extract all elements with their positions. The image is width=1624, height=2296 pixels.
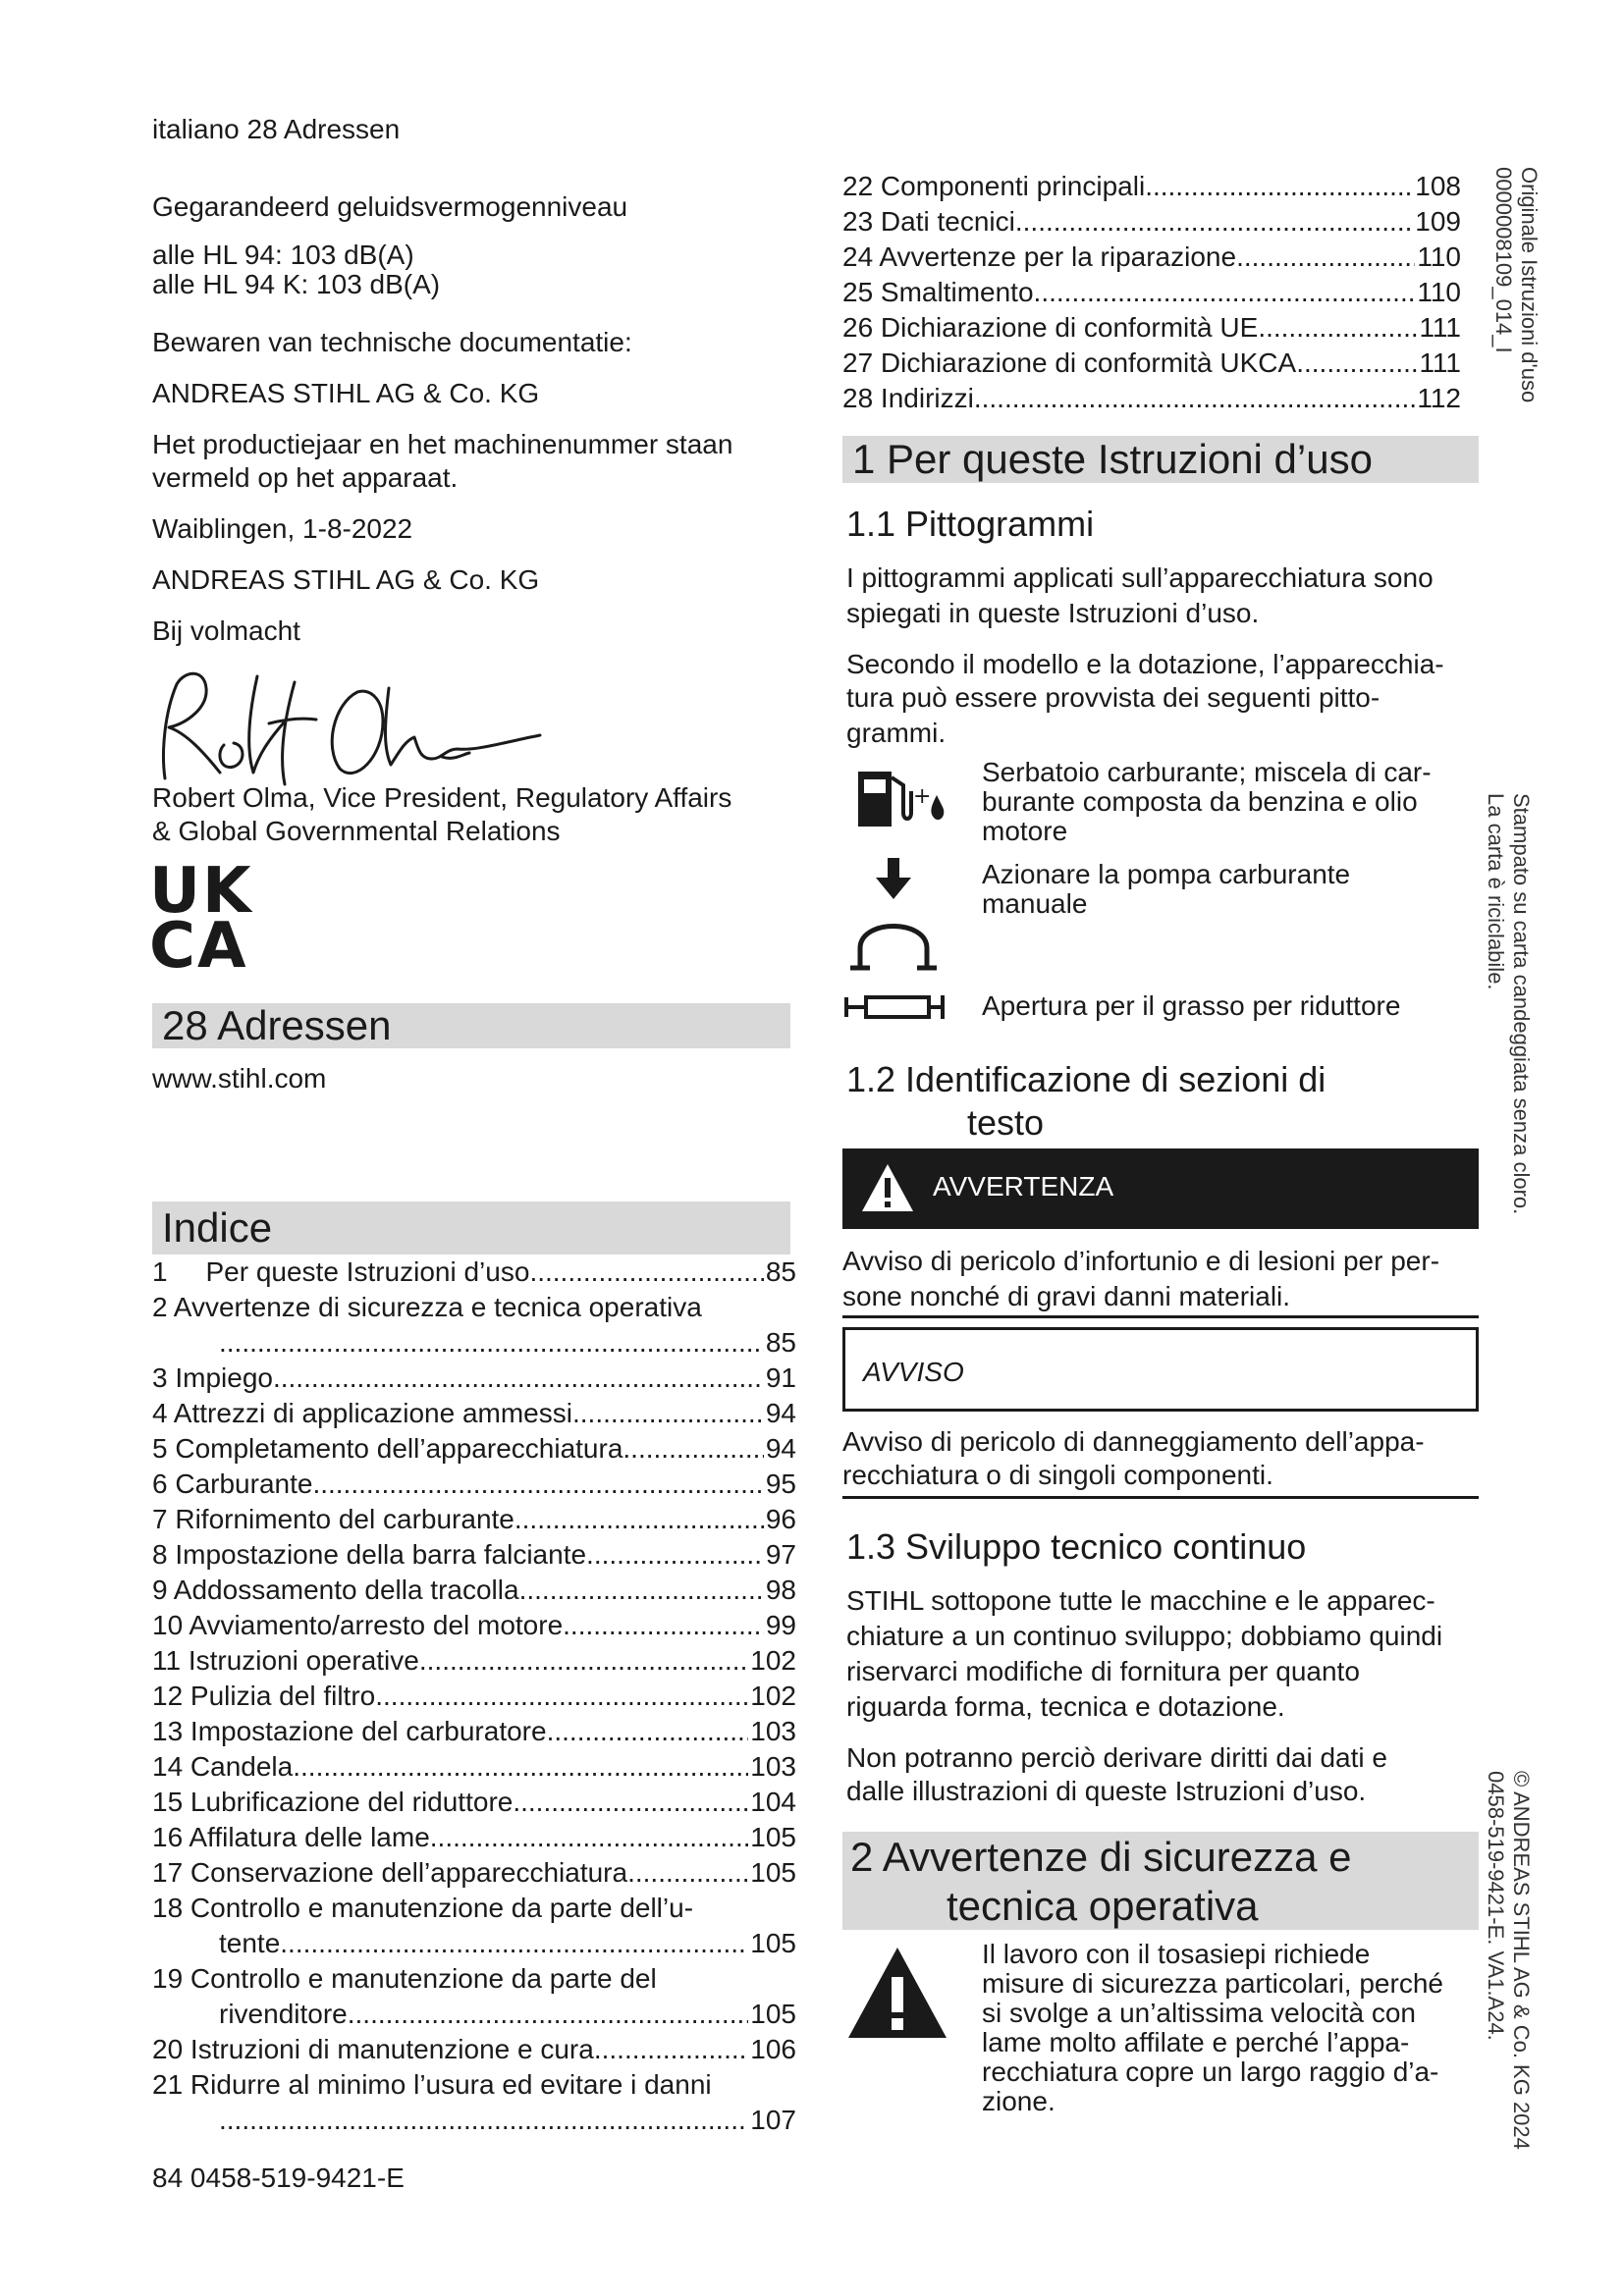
- section-1-heading: 1 Per queste Istruzioni d’uso: [842, 436, 1479, 483]
- toc-entry-page: 111: [1419, 347, 1461, 378]
- toc-entry-label: 12 Pulizia del filtro: [152, 1681, 376, 1711]
- s2-line-6: zione.: [982, 2086, 1056, 2116]
- toc-entry-page: 107: [750, 2105, 796, 2135]
- toc-entry-label: 27 Dichiarazione di conformità UKCA: [842, 347, 1297, 378]
- toc-entry[interactable]: [152, 1926, 796, 1961]
- toc-entry-page: 94: [765, 1433, 796, 1464]
- toc-entry[interactable]: [842, 240, 1461, 275]
- toc-entry[interactable]: [842, 204, 1461, 240]
- toc-entry-page: 96: [765, 1504, 796, 1534]
- toc-entry-page: 110: [1417, 277, 1461, 307]
- company-name: ANDREAS STIHL AG & Co. KG: [152, 564, 540, 595]
- toc-entry[interactable]: [152, 1714, 796, 1749]
- toc-entry[interactable]: [842, 381, 1461, 416]
- pictogram-3-text: Apertura per il grasso per riduttore: [982, 990, 1401, 1021]
- toc-entry[interactable]: [152, 1255, 796, 1290]
- toc-entry[interactable]: [152, 2103, 796, 2138]
- divider: [842, 1315, 1479, 1318]
- toc-entry-page: 109: [1415, 206, 1461, 237]
- toc-entry[interactable]: [152, 1961, 796, 1997]
- toc-entry-label: 20 Istruzioni di manutenzione e cura: [152, 2034, 594, 2064]
- toc-entry[interactable]: [842, 346, 1461, 381]
- toc-entry-label: 25 Smaltimento: [842, 277, 1034, 307]
- warning-banner: [842, 1148, 1479, 1229]
- toc-entry[interactable]: [842, 275, 1461, 310]
- toc-entry[interactable]: [152, 2067, 796, 2103]
- pictogram-2-line-2: manuale: [982, 888, 1088, 919]
- toc-entry-label: 9 Addossamento della tracolla: [152, 1575, 519, 1605]
- toc-entry-page: 110: [1417, 241, 1461, 272]
- toc-left: [152, 1255, 796, 2138]
- grease-fitting-icon: [844, 989, 952, 1025]
- toc-leader-dots: [627, 1855, 748, 1891]
- toc-leader-dots: [519, 1573, 764, 1608]
- toc-leader-dots: [1034, 275, 1416, 310]
- margin-copyright: © ANDREAS STIHL AG & Co. KG 2024: [1509, 1771, 1534, 2150]
- toc-entry-label: 10 Avviamento/arresto del motore: [152, 1610, 564, 1640]
- toc-entry[interactable]: [152, 1325, 796, 1361]
- toc-entry[interactable]: [152, 1997, 796, 2032]
- s13-p1-line-4: riguarda forma, tecnica e dotazione.: [846, 1691, 1285, 1722]
- section-1-3-heading: 1.3 Sviluppo tecnico continuo: [846, 1526, 1307, 1567]
- toc-entry-label: 14 Candela: [152, 1751, 294, 1782]
- toc-entry-page: 105: [750, 1822, 796, 1852]
- toc-entry-label: 22 Componenti principali: [842, 171, 1146, 201]
- toc-entry-label: 17 Conservazione dell’apparecchiatura: [152, 1857, 628, 1888]
- toc-entry[interactable]: [152, 1749, 796, 1785]
- toc-entry[interactable]: [152, 1502, 796, 1537]
- toc-leader-dots: [586, 1537, 764, 1573]
- danger-warning-icon: [844, 1944, 950, 2042]
- toc-entry-label: 15 Lubrificazione del riduttore: [152, 1787, 514, 1817]
- sound-heading: Gegarandeerd geluidsvermogenniveau: [152, 191, 628, 222]
- page-code: 84 0458-519-9421-E: [152, 2163, 405, 2193]
- toc-entry-label: rivenditore: [219, 1999, 348, 2029]
- section-2-heading-line-2: tecnica operativa: [947, 1883, 1259, 1929]
- toc-entry-page: 105: [750, 1857, 796, 1888]
- toc-entry-page: 105: [750, 1928, 796, 1958]
- toc-leader-dots: [1015, 204, 1413, 240]
- ukca-mark: [149, 855, 253, 983]
- toc-leader-dots: [514, 1502, 764, 1537]
- pictogram-1-line-1: Serbatoio carburante; miscela di car-: [982, 757, 1432, 787]
- primer-bulb-icon: [846, 854, 945, 980]
- toc-entry-label: 21 Ridurre al minimo l’usura ed evitare i danni: [152, 2069, 712, 2100]
- toc-entry[interactable]: [152, 1855, 796, 1891]
- toc-entry-label: 8 Impostazione della barra falciante: [152, 1539, 587, 1570]
- toc-entry-label: 5 Completamento dell’apparecchiatura: [152, 1433, 623, 1464]
- s11-p2-line-3: grammi.: [846, 718, 947, 748]
- toc-leader-dots: [1145, 169, 1413, 204]
- signature-image: [147, 663, 560, 790]
- toc-entry-page: 111: [1419, 312, 1461, 343]
- s11-p2-line-2: tura può essere provvista dei seguenti pitto-: [846, 682, 1380, 713]
- divider: [842, 1496, 1479, 1499]
- toc-entry-page: 85: [765, 1256, 796, 1287]
- toc-entry-label: 4 Attrezzi di applicazione ammessi: [152, 1398, 572, 1428]
- toc-leader-dots: [293, 1749, 748, 1785]
- toc-entry[interactable]: [152, 2032, 796, 2067]
- toc-leader-dots: [273, 1361, 764, 1396]
- toc-leader-dots: [594, 2032, 748, 2067]
- section-1-2-heading-line-2: testo: [967, 1102, 1045, 1143]
- toc-entry-page: 99: [765, 1610, 796, 1640]
- section-2-heading-line-1: 2 Avvertenze di sicurezza e: [850, 1834, 1352, 1880]
- toc-entry-page: 112: [1417, 383, 1461, 413]
- toc-entry-page: 91: [765, 1362, 796, 1393]
- toc-entry-page: 102: [750, 1681, 796, 1711]
- toc-leader-dots: [375, 1679, 748, 1714]
- toc-entry-page: 98: [765, 1575, 796, 1605]
- notice-text-line-1: Avviso di pericolo di danneggiamento dell’appa-: [842, 1426, 1425, 1457]
- toc-entry-page: 97: [765, 1539, 796, 1570]
- toc-leader-dots: [219, 2103, 748, 2138]
- notice-box: [842, 1327, 1479, 1412]
- toc-leader-dots: [312, 1467, 763, 1502]
- s2-line-2: misure di sicurezza particolari, perché: [982, 1968, 1443, 1999]
- toc-leader-dots: [572, 1396, 764, 1431]
- toc-entry-label: tente: [219, 1928, 281, 1958]
- s11-p1-line-1: I pittogrammi applicati sull’apparecchiatura sono: [846, 562, 1434, 593]
- s11-p1-line-2: spiegati in queste Istruzioni d’uso.: [846, 598, 1260, 628]
- toc-entry[interactable]: [152, 1467, 796, 1502]
- sound-line-2: alle HL 94 K: 103 dB(A): [152, 269, 441, 299]
- s2-line-1: Il lavoro con il tosasiepi richiede: [982, 1939, 1371, 1969]
- toc-entry-label: 13 Impostazione del carburatore: [152, 1716, 547, 1746]
- toc-entry-label: 11 Istruzioni operative: [152, 1645, 419, 1676]
- toc-entry[interactable]: [842, 310, 1461, 346]
- toc-leader-dots: [419, 1643, 748, 1679]
- toc-entry-page: 103: [750, 1751, 796, 1782]
- proxy-text: Bij volmacht: [152, 615, 300, 646]
- toc-leader-dots: [1258, 310, 1417, 346]
- index-heading: Indice: [152, 1201, 790, 1255]
- section-1-1-heading: 1.1 Pittogrammi: [846, 504, 1095, 544]
- toc-entry[interactable]: [152, 1431, 796, 1467]
- margin-paper-line-2: La carta è riciclabile.: [1484, 793, 1508, 990]
- toc-entry-label: 6 Carburante: [152, 1468, 313, 1499]
- notice-text-line-2: recchiatura o di singoli componenti.: [842, 1460, 1273, 1490]
- svg-text:+: +: [913, 784, 932, 809]
- toc-entry-page: 106: [750, 2034, 796, 2064]
- s2-line-3: si svolge a un’altissima velocità con: [982, 1998, 1416, 2028]
- warning-text-line-2: sone nonché di gravi danni materiali.: [842, 1281, 1291, 1311]
- toc-entry-label: 28 Indirizzi: [842, 383, 974, 413]
- toc-entry[interactable]: [152, 1679, 796, 1714]
- s13-p1-line-2: chiature a un continuo sviluppo; dobbiamo quindi: [846, 1621, 1443, 1651]
- place-date: Waiblingen, 1-8-2022: [152, 513, 413, 544]
- margin-doc-version: 0458-519-9421-E. VA1.A24.: [1484, 1771, 1508, 2041]
- sound-line-1: alle HL 94: 103 dB(A): [152, 240, 414, 270]
- section-1-2-heading-line-1: 1.2 Identificazione di sezioni di: [846, 1059, 1326, 1099]
- s11-p2-line-1: Secondo il modello e la dotazione, l’apparecchia-: [846, 649, 1444, 679]
- s2-line-5: recchiatura copre un largo raggio d’a-: [982, 2056, 1439, 2087]
- toc-entry[interactable]: [152, 1785, 796, 1820]
- toc-leader-dots: [280, 1926, 748, 1961]
- toc-entry[interactable]: [152, 1820, 796, 1855]
- doc-storage-text: Bewaren van technische documentatie:: [152, 327, 632, 357]
- s13-p1-line-1: STIHL sottopone tutte le macchine e le apparec-: [846, 1585, 1435, 1616]
- toc-entry-label: 1 Per queste Istruzioni d’uso: [152, 1256, 530, 1287]
- toc-entry-page: 104: [750, 1787, 796, 1817]
- pictogram-1-line-3: motore: [982, 816, 1068, 846]
- notice-label: AVVISO: [863, 1357, 964, 1387]
- toc-entry-page: 105: [750, 1999, 796, 2029]
- section-2-text: [982, 1940, 1443, 2116]
- toc-entry[interactable]: [152, 1537, 796, 1573]
- toc-entry-page: 108: [1415, 171, 1461, 201]
- toc-entry-label: 3 Impiego: [152, 1362, 273, 1393]
- toc-leader-dots: [348, 1997, 749, 2032]
- signatory-line-2: & Global Governmental Relations: [152, 816, 561, 846]
- toc-entry[interactable]: [152, 1396, 796, 1431]
- toc-leader-dots: [219, 1325, 764, 1361]
- toc-entry[interactable]: [152, 1643, 796, 1679]
- toc-entry-label: 18 Controllo e manutenzione da parte dell’u-: [152, 1893, 694, 1923]
- toc-entry-page: 103: [750, 1716, 796, 1746]
- toc-entry-label: 19 Controllo e manutenzione da parte del: [152, 1963, 657, 1994]
- toc-entry-page: 94: [765, 1398, 796, 1428]
- margin-original-code: 0000008109_014_I: [1491, 167, 1516, 353]
- toc-entry[interactable]: [842, 169, 1461, 204]
- margin-original-title: Originale Istruzioni d'uso: [1517, 167, 1542, 403]
- toc-entry[interactable]: [152, 1573, 796, 1608]
- company-name: ANDREAS STIHL AG & Co. KG: [152, 378, 540, 408]
- toc-leader-dots: [529, 1255, 763, 1290]
- toc-right: [842, 169, 1461, 416]
- toc-leader-dots: [1296, 346, 1417, 381]
- s13-p2-line-2: dalle illustrazioni di queste Istruzioni d’uso.: [846, 1776, 1367, 1806]
- s2-line-4: lame molto affilate e perché l’appa-: [982, 2027, 1410, 2057]
- s13-p1-line-3: riservarci modifiche di fornitura per quanto: [846, 1656, 1360, 1686]
- s13-p2-line-1: Non potranno perciò derivare diritti dai dati e: [846, 1742, 1387, 1773]
- toc-entry-page: 102: [750, 1645, 796, 1676]
- section-2-heading: [842, 1832, 1479, 1930]
- pictogram-2-line-1: Azionare la pompa carburante: [982, 859, 1351, 889]
- toc-entry-label: 2 Avvertenze di sicurezza e tecnica operativa: [152, 1292, 702, 1322]
- toc-entry-label: 23 Dati tecnici: [842, 206, 1015, 237]
- toc-leader-dots: [513, 1785, 748, 1820]
- toc-leader-dots: [430, 1820, 749, 1855]
- toc-leader-dots: [1236, 240, 1415, 275]
- production-text-line-2: vermeld op het apparaat.: [152, 462, 459, 493]
- margin-paper-line-1: Stampato su carta candeggiata senza cloro.: [1509, 793, 1534, 1215]
- signatory-line-1: Robert Olma, Vice President, Regulatory Affairs: [152, 782, 732, 813]
- ukca-top: UK: [149, 855, 253, 928]
- running-title: italiano 28 Adressen: [152, 114, 401, 144]
- toc-entry-page: 85: [765, 1327, 796, 1358]
- warning-label: AVVERTENZA: [933, 1171, 1114, 1201]
- pictogram-1-line-2: burante composta da benzina e olio: [982, 786, 1418, 817]
- toc-entry[interactable]: [152, 1290, 796, 1325]
- toc-entry[interactable]: [152, 1891, 796, 1926]
- toc-entry-label: 16 Affilatura delle lame: [152, 1822, 430, 1852]
- toc-entry[interactable]: [152, 1608, 796, 1643]
- toc-entry-label: 7 Rifornimento del carburante: [152, 1504, 514, 1534]
- warning-text-line-1: Avviso di pericolo d’infortunio e di lesioni per per-: [842, 1246, 1440, 1276]
- addresses-heading: 28 Adressen: [152, 1003, 790, 1048]
- toc-entry-label: 26 Dichiarazione di conformità UE: [842, 312, 1259, 343]
- fuel-pump-icon: [852, 764, 950, 832]
- toc-entry[interactable]: [152, 1361, 796, 1396]
- toc-leader-dots: [547, 1714, 749, 1749]
- toc-leader-dots: [563, 1608, 764, 1643]
- website-link[interactable]: www.stihl.com: [152, 1063, 327, 1094]
- toc-leader-dots: [623, 1431, 763, 1467]
- toc-leader-dots: [974, 381, 1416, 416]
- ukca-bottom: CA: [149, 910, 248, 983]
- warning-icon: [860, 1162, 915, 1213]
- toc-entry-page: 95: [765, 1468, 796, 1499]
- toc-entry-label: 24 Avvertenze per la riparazione: [842, 241, 1237, 272]
- production-text-line-1: Het productiejaar en het machinenummer staan: [152, 429, 733, 459]
